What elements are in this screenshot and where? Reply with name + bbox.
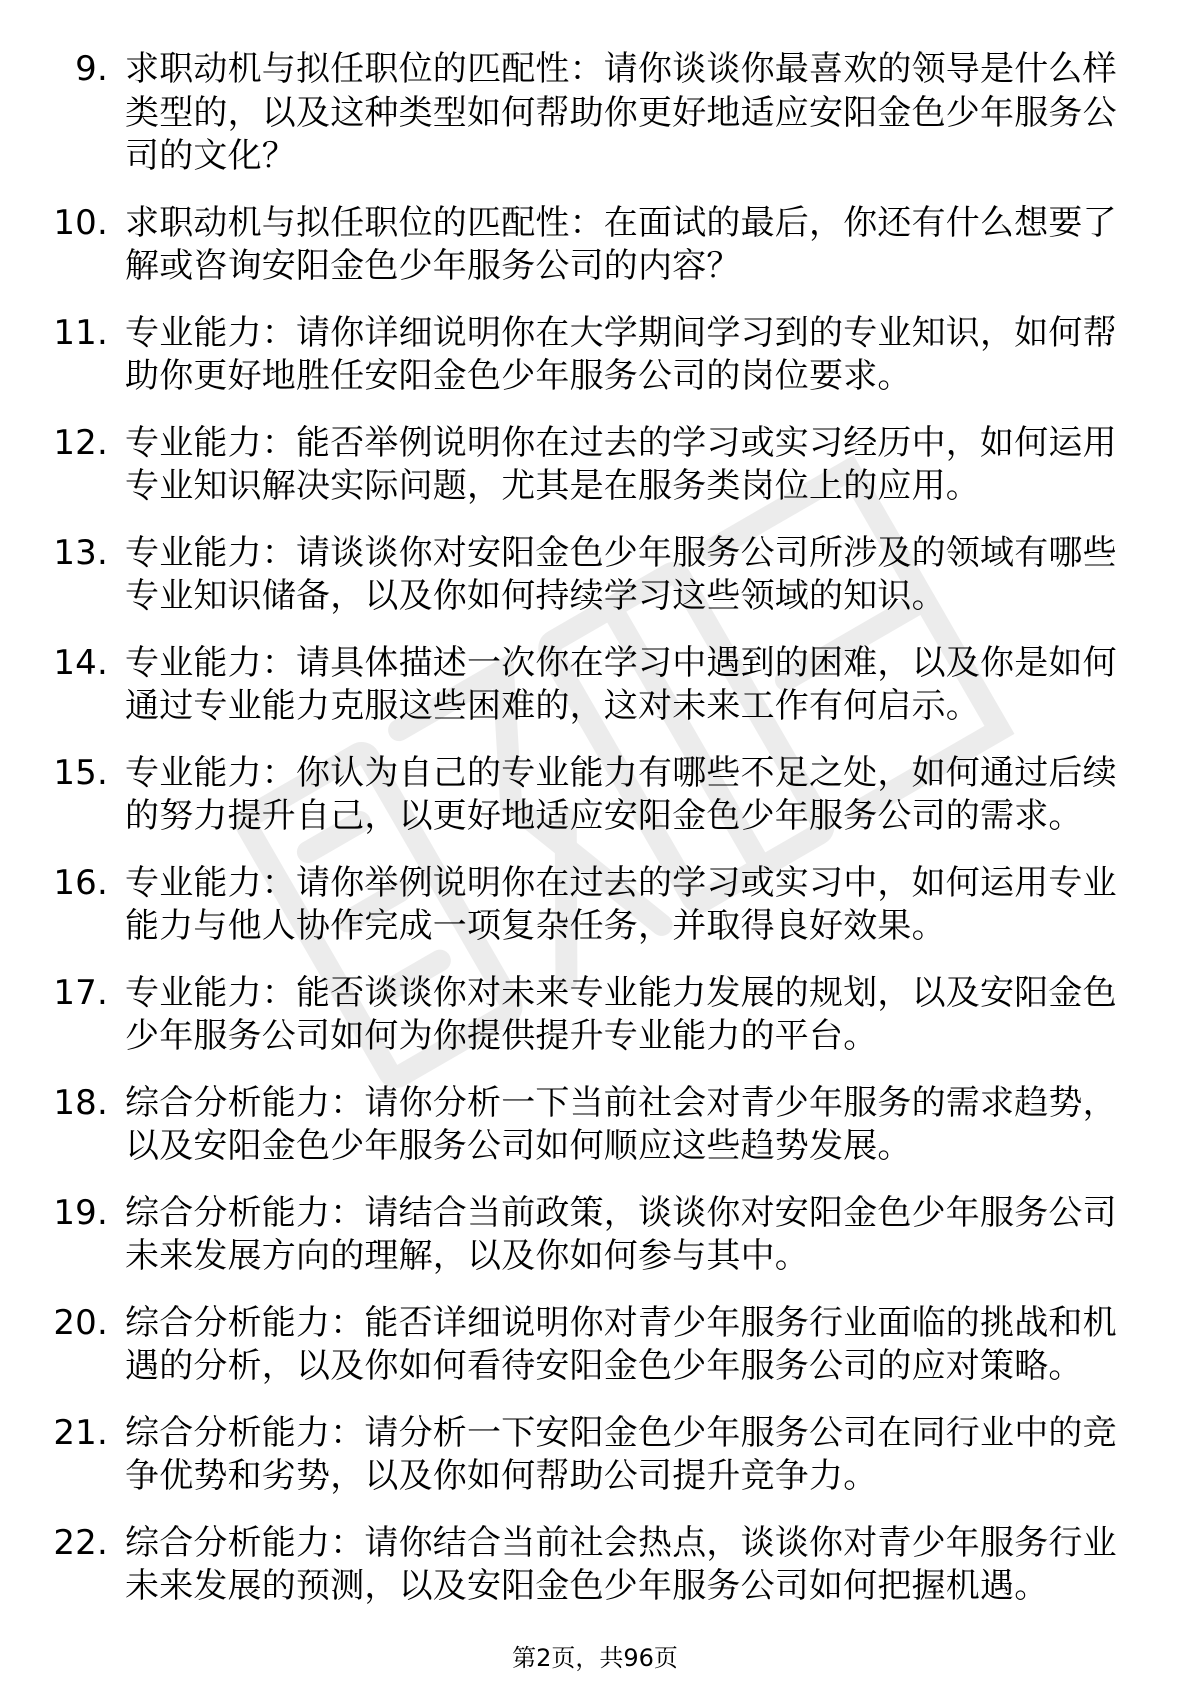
item-number: 9. [75,49,108,89]
item-text: 求职动机与拟任职位的匹配性：请你谈谈你最喜欢的领导是什么样类型的，以及这种类型如何帮助你更好地适应安阳金色少年服务公司的文化？ [125,49,1117,176]
item-number: 11. [53,312,108,353]
item-number: 18. [53,1082,108,1123]
item-text: 专业能力：能否谈谈你对未来专业能力发展的规划，以及安阳金色少年服务公司如何为你提供提升专业能力的平台。 [125,972,1117,1056]
item-text: 综合分析能力：请你分析一下当前社会对青少年服务的需求趋势，以及安阳金色少年服务公司如何顺应这些趋势发展。 [125,1082,1117,1166]
item-number: 22. [53,1522,108,1563]
item-number: 12. [53,422,108,463]
item-number: 21. [53,1412,108,1453]
list-item [0,752,1190,839]
list-item [0,422,1190,509]
list-item [0,312,1190,399]
list-item [0,1192,1190,1279]
list-item [0,642,1190,729]
list-item [0,862,1190,949]
item-text: 综合分析能力：能否详细说明你对青少年服务行业面临的挑战和机遇的分析，以及你如何看待安阳金色少年服务公司的应对策略。 [125,1302,1117,1386]
item-text: 综合分析能力：请结合当前政策，谈谈你对安阳金色少年服务公司未来发展方向的理解，以及你如何参与其中。 [125,1192,1117,1276]
item-number: 10. [53,202,108,243]
list-item [0,1522,1190,1609]
item-text: 专业能力：你认为自己的专业能力有哪些不足之处，如何通过后续的努力提升自己，以更好地适应安阳金色少年服务公司的需求。 [125,752,1117,836]
list-item [0,202,1190,289]
question-list [0,48,1190,1632]
item-text: 专业能力：请具体描述一次你在学习中遇到的困难，以及你是如何通过专业能力克服这些困难的，这对未来工作有何启示。 [125,642,1117,726]
item-number: 15. [53,752,108,793]
item-number: 17. [53,972,108,1013]
page-footer: 第2页，共96页 [512,1644,678,1672]
item-text: 综合分析能力：请分析一下安阳金色少年服务公司在同行业中的竞争优势和劣势，以及你如何帮助公司提升竞争力。 [125,1412,1117,1496]
item-text: 专业能力：能否举例说明你在过去的学习或实习经历中，如何运用专业知识解决实际问题，尤其是在服务类岗位上的应用。 [125,422,1117,506]
item-text: 综合分析能力：请你结合当前社会热点，谈谈你对青少年服务行业未来发展的预测，以及安阳金色少年服务公司如何把握机遇。 [125,1522,1117,1606]
list-item [0,1302,1190,1389]
item-number: 16. [53,862,108,903]
list-item [0,972,1190,1059]
list-item [0,1412,1190,1499]
item-text: 专业能力：请你举例说明你在过去的学习或实习中，如何运用专业能力与他人协作完成一项复杂任务，并取得良好效果。 [125,862,1117,946]
item-number: 20. [53,1302,108,1343]
item-text: 专业能力：请谈谈你对安阳金色少年服务公司所涉及的领域有哪些专业知识储备，以及你如何持续学习这些领域的知识。 [125,532,1117,616]
item-number: 19. [53,1192,108,1233]
list-item [0,48,1190,179]
item-number: 14. [53,642,108,683]
list-item [0,532,1190,619]
item-text: 专业能力：请你详细说明你在大学期间学习到的专业知识，如何帮助你更好地胜任安阳金色少年服务公司的岗位要求。 [125,312,1117,396]
list-item [0,1082,1190,1169]
item-text: 求职动机与拟任职位的匹配性：在面试的最后，你还有什么想要了解或咨询安阳金色少年服务公司的内容？ [125,202,1117,286]
item-number: 13. [53,532,108,573]
